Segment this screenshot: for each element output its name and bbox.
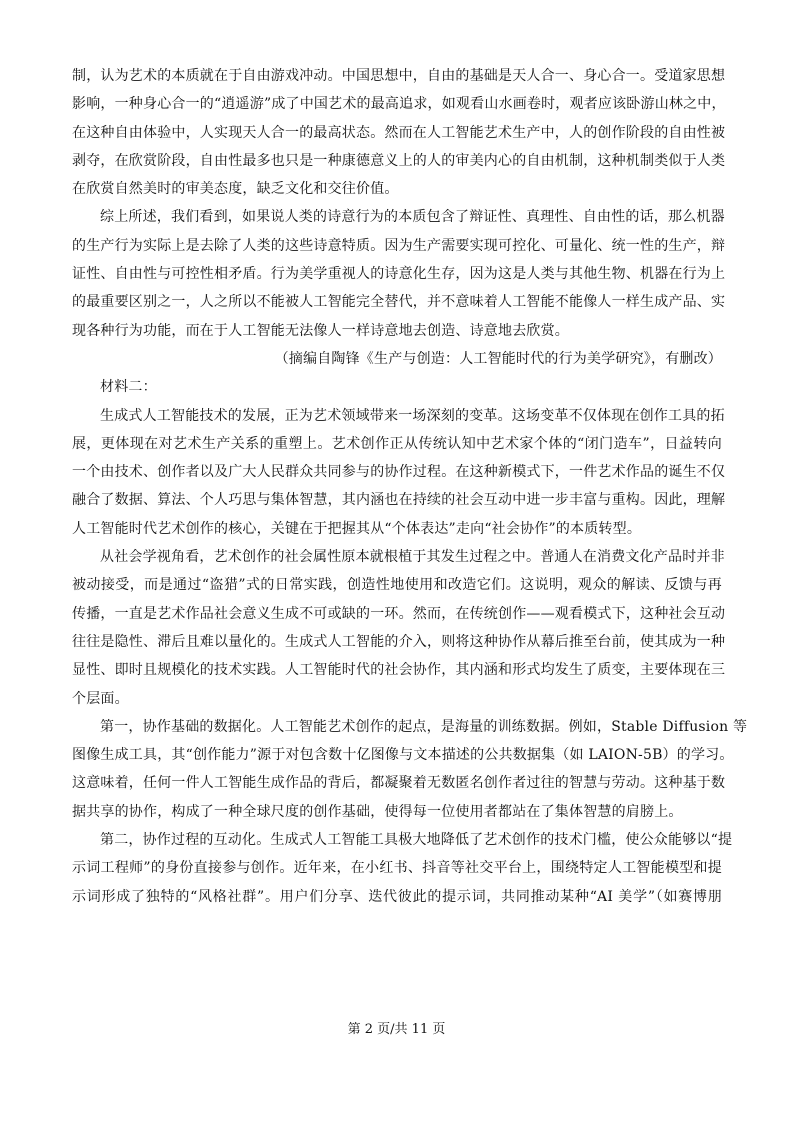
text-line: 显性、即时且规模化的技术实践。人工智能时代的社会协作，其内涵和形式均发生了质变，主要体现在三: [72, 662, 726, 679]
text-line: 个层面。: [72, 690, 129, 707]
text-line: 综上所述，我们看到，如果说人类的诗意行为的本质包含了辩证性、真理性、自由性的话，那么机器: [100, 209, 725, 226]
paragraph-1: [72, 62, 726, 203]
text-line: 一个由技术、创作者以及广大人民群众共同参与的协作过程。在这种新模式下，一件艺术作品的诞生不仅: [72, 464, 726, 481]
text-line: 展，更体现在对艺术生产关系的重塑上。艺术创作正从传统认知中艺术家个体的“闭门造车”，日益转向: [72, 435, 722, 452]
text-line: 证性、自由性与可控性相矛盾。行为美学重视人的诗意化生存，因为这是人类与其他生物、机器在行为上: [72, 266, 726, 283]
paragraph-6: [72, 826, 733, 911]
material-heading: 材料二：: [100, 379, 157, 396]
text-line: 影响，一种身心合一的“逍遥游”成了中国艺术的最高追求，如观看山水画卷时，观者应该卧游山林之中，: [72, 96, 726, 113]
paragraph-2: [72, 203, 726, 344]
text-line: 现各种行为功能，而在于人工智能无法像人一样诗意地去创造、诗意地去欣赏。: [72, 322, 569, 339]
text-line: 的最重要区别之一，人之所以不能被人工智能完全替代，并不意味着人工智能不能像人一样生成产品、实: [72, 294, 726, 311]
document-body: [72, 62, 748, 911]
text-line: 据共享的协作，构成了一种全球尺度的创作基础，使得每一位使用者都站在了集体智慧的肩膀上。: [72, 803, 683, 820]
paragraph-4: [72, 543, 726, 713]
page-number: 第 2 页/共 11 页: [347, 1022, 446, 1037]
text-line: 的生产行为实际上是去除了人类的这些诗意特质。因为生产需要实现可控化、可量化、统一性的生产，辩: [72, 237, 726, 254]
text-line: 第二，协作过程的互动化。生成式人工智能工具极大地降低了艺术创作的技术门槛，使公众能够以“提: [100, 832, 733, 849]
text-line: 被动接受，而是通过“盗猎”式的日常实践，创造性地使用和改造它们。这说明，观众的解读、反馈与再: [72, 577, 722, 594]
text-line: 示词形成了独特的“风格社群”。用户们分享、迭代彼此的提示词，共同推动某种“AI 美学”（如赛博朋: [72, 888, 722, 905]
text-line: 人工智能时代艺术创作的核心，关键在于把握其从“个体表达”走向“社会协作”的本质转型。: [72, 520, 642, 537]
text-line: 剥夺，在欣赏阶段，自由性最多也只是一种康德意义上的人的审美内心的自由机制，这种机制类似于人类: [72, 152, 726, 169]
text-line: 图像生成工具，其“创作能力”源于对包含数十亿图像与文本描述的公共数据集（如 LAION-5B）的学习。: [72, 747, 734, 764]
text-line: 示词工程师”的身份直接参与创作。近年来，在小红书、抖音等社交平台上，围绕特定人工智能模型和提: [72, 860, 722, 877]
text-line: 往往是隐性、滞后且难以量化的。生成式人工智能的介入，则将这种协作从幕后推至台前，使其成为一种: [72, 633, 726, 650]
text-line: 制，认为艺术的本质就在于自由游戏冲动。中国思想中，自由的基础是天人合一、身心合一。受道家思想: [72, 68, 726, 84]
text-line: 传播，一直是艺术作品社会意义生成不可或缺的一环。然而，在传统创作——观看模式下，这种社会互动: [72, 605, 726, 622]
text-line: 这意味着，任何一件人工智能生成作品的背后，都凝聚着无数匿名创作者过往的智慧与劳动。这种基于数: [72, 775, 726, 792]
text-line: 生成式人工智能技术的发展，正为艺术领域带来一场深刻的变革。这场变革不仅体现在创作工具的拓: [100, 407, 725, 424]
text-line: 从社会学视角看，艺术创作的社会属性原本就根植于其发生过程之中。普通人在消费文化产品时并非: [100, 549, 725, 566]
text-line: 第一，协作基础的数据化。人工智能艺术创作的起点，是海量的训练数据。例如，Stable Diffusion 等: [100, 718, 748, 735]
text-line: 在这种自由体验中，人实现天人合一的最高状态。然而在人工智能艺术生产中，人的创作阶段的自由性被: [72, 124, 726, 141]
citation: （摘编自陶锋《生产与创造：人工智能时代的行为美学研究》，有删改）: [274, 350, 722, 367]
text-line: 在欣赏自然美时的审美态度，缺乏文化和交往价值。: [72, 181, 399, 198]
text-line: 融合了数据、算法、个人巧思与集体智慧，其内涵也在持续的社会互动中进一步丰富与重构。因此，理解: [72, 492, 726, 509]
paragraph-3: [72, 402, 726, 543]
paragraph-5: [72, 713, 748, 826]
